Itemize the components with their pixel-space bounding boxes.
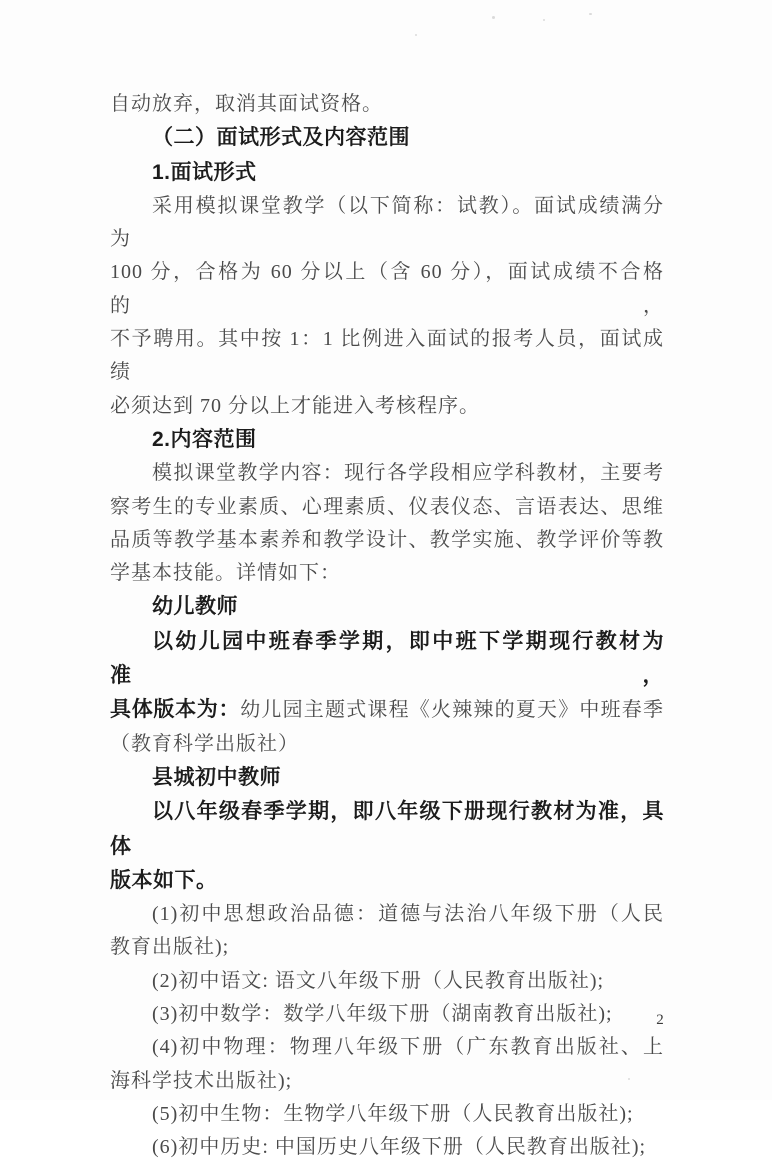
text-segment: 必须达到 70 分以上才能进入考核程序。 — [110, 394, 480, 417]
text-line — [110, 156, 664, 190]
text-line — [110, 88, 664, 121]
bold-text-segment: 版本如下。 — [110, 868, 218, 892]
text-segment: 幼儿园主题式课程《火辣辣的夏天》中班春季 — [240, 699, 665, 722]
text-segment: 不予聘用。其中按 1：1 比例进入面试的报考人员，面试成绩 — [110, 328, 664, 384]
text-segment: 采用模拟课堂教学（以下简称：试教）。面试成绩满分为 — [110, 194, 664, 251]
text-line — [110, 931, 664, 964]
text-segment: (2)初中语文: 语文八年级下册（人民教育出版社); — [152, 969, 605, 992]
bold-text-segment: 2.内容范围 — [152, 427, 257, 451]
text-line — [110, 625, 664, 694]
text-segment: 海科学技术出版社); — [110, 1069, 293, 1092]
scan-speck — [492, 16, 495, 19]
text-line — [110, 1065, 664, 1098]
text-line — [110, 965, 664, 998]
text-segment: (3)初中数学：数学八年级下册（湖南教育出版社); — [152, 1003, 613, 1026]
bold-text-segment: 1.面试形式 — [152, 160, 257, 184]
text-segment: (1)初中思想政治品德：道德与法治八年级下册（人民 — [152, 903, 664, 926]
bold-text-segment: 具体版本为： — [110, 698, 241, 722]
text-segment: 100 分，合格为 60 分以上（含 60 分），面试成绩不合格的， — [110, 261, 664, 317]
text-line — [110, 457, 664, 490]
text-line — [110, 1098, 664, 1131]
text-line — [110, 898, 664, 931]
text-line — [110, 693, 664, 727]
scan-speck — [415, 34, 417, 36]
bold-text-segment: 幼儿教师 — [152, 595, 238, 619]
text-line — [110, 491, 664, 524]
text-segment: (4)初中物理：物理八年级下册（广东教育出版社、上 — [152, 1036, 664, 1059]
text-line — [110, 864, 664, 898]
scan-speck — [589, 13, 592, 15]
page-number: 2 — [656, 1012, 664, 1028]
text-line — [110, 1031, 664, 1064]
bold-text-segment: 以八年级春季学期，即八年级下册现行教材为准，具体 — [110, 800, 664, 858]
text-line — [110, 190, 664, 257]
text-segment: （教育科学出版社） — [110, 732, 299, 755]
text-segment: 模拟课堂教学内容：现行各学段相应学科教材，主要考 — [152, 462, 664, 485]
text-line — [110, 590, 664, 624]
bold-text-segment: 以幼儿园中班春季学期，即中班下学期现行教材为准， — [110, 629, 664, 688]
text-segment: 学基本技能。详情如下： — [110, 562, 341, 585]
text-segment: 察考生的专业素质、心理素质、仪表仪态、言语表达、思维 — [110, 495, 664, 518]
text-segment: 品质等教学基本素养和教学设计、教学实施、教学评价等教 — [110, 528, 664, 551]
text-line — [110, 557, 664, 590]
text-line — [110, 795, 664, 864]
text-line — [110, 998, 664, 1031]
text-segment: 教育出版社); — [110, 936, 230, 959]
bold-text-segment: 县城初中教师 — [152, 765, 281, 789]
text-line — [110, 423, 664, 457]
text-line — [110, 121, 664, 155]
text-line — [110, 323, 664, 390]
text-segment: 自动放弃，取消其面试资格。 — [110, 93, 383, 115]
text-line — [110, 256, 664, 323]
bold-text-segment: （二）面试形式及内容范围 — [152, 126, 410, 150]
text-line — [110, 524, 664, 557]
text-line — [110, 761, 664, 795]
text-line — [110, 728, 664, 761]
document-body — [110, 88, 664, 1165]
scan-speck — [543, 19, 545, 21]
text-line — [110, 390, 664, 423]
text-segment: (6)初中历史: 中国历史八年级下册（人民教育出版社); — [152, 1136, 647, 1159]
text-line — [110, 1131, 664, 1164]
text-segment: (5)初中生物：生物学八年级下册（人民教育出版社); — [152, 1102, 634, 1125]
